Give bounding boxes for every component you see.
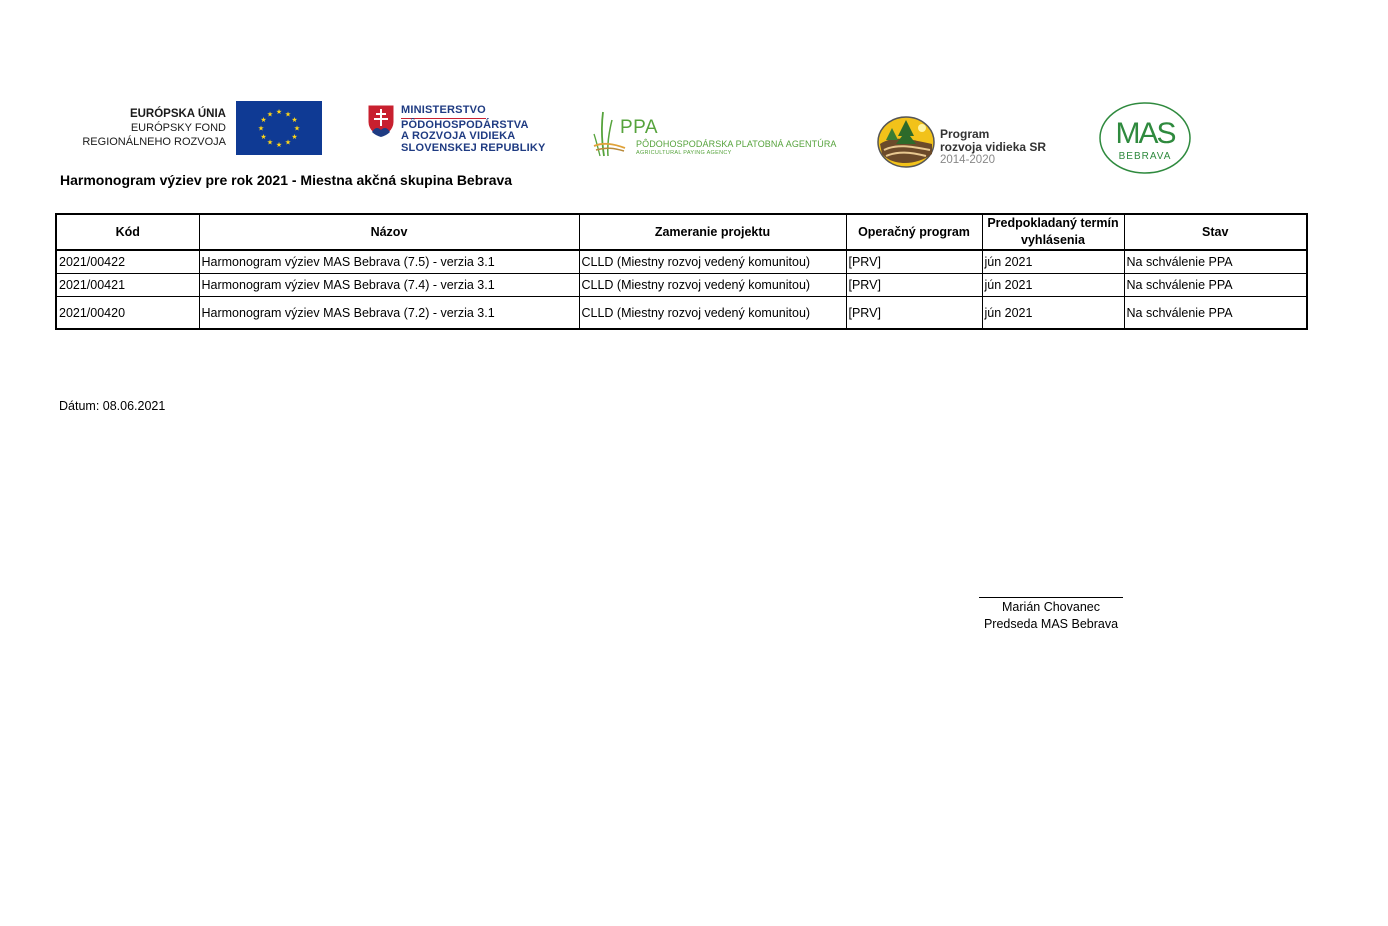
cell-date: jún 2021 bbox=[982, 297, 1124, 330]
svg-text:★: ★ bbox=[275, 108, 283, 116]
header-name: Názov bbox=[199, 214, 579, 250]
cell-status: Na schválenie PPA bbox=[1124, 250, 1307, 274]
svg-text:★: ★ bbox=[291, 133, 298, 141]
header-date: Predpokladaný termín vyhlásenia bbox=[982, 214, 1124, 250]
calls-schedule-table bbox=[55, 213, 1308, 330]
svg-text:★: ★ bbox=[260, 133, 267, 141]
ppa-title: PPA bbox=[620, 117, 659, 138]
ministry-line2: PÔDOHOSPODÁRSTVA bbox=[401, 118, 529, 131]
cell-focus: CLLD (Miestny rozvoj vedený komunitou) bbox=[579, 274, 846, 297]
document-date: Dátum: 08.06.2021 bbox=[59, 399, 166, 413]
mas-bebrava-logo bbox=[1098, 101, 1192, 175]
svg-text:★: ★ bbox=[266, 138, 274, 147]
svg-text:★: ★ bbox=[266, 110, 274, 119]
ppa-subtitle: PÔDOHOSPODÁRSKA PLATOBNÁ AGENTÚRA bbox=[636, 139, 837, 149]
cell-name: Harmonogram výziev MAS Bebrava (7.2) - verzia 3.1 bbox=[199, 297, 579, 330]
cell-focus: CLLD (Miestny rozvoj vedený komunitou) bbox=[579, 250, 846, 274]
table-row bbox=[56, 297, 1307, 330]
eu-line1: EURÓPSKA ÚNIA bbox=[129, 108, 226, 120]
cell-name: Harmonogram výziev MAS Bebrava (7.4) - verzia 3.1 bbox=[199, 274, 579, 297]
table-row bbox=[56, 274, 1307, 297]
eu-flag-icon bbox=[236, 101, 322, 155]
prv-line2: rozvoja vidieka SR bbox=[940, 140, 1047, 154]
slovak-coat-of-arms-icon bbox=[367, 104, 395, 138]
prv-landscape-icon bbox=[876, 114, 936, 168]
ministry-logo-text bbox=[401, 105, 546, 154]
header-status: Stav bbox=[1124, 214, 1307, 250]
svg-text:★: ★ bbox=[260, 116, 267, 124]
ministry-line1: MINISTERSTVO bbox=[401, 105, 486, 119]
svg-text:★: ★ bbox=[284, 138, 292, 147]
prv-years: 2014-2020 bbox=[940, 154, 995, 166]
mas-logo-line2: BEBRAVA bbox=[1118, 151, 1172, 162]
table-row bbox=[56, 250, 1307, 274]
cell-code: 2021/00421 bbox=[56, 274, 199, 297]
ministry-line4: SLOVENSKEJ REPUBLIKY bbox=[401, 141, 546, 154]
cell-date: jún 2021 bbox=[982, 274, 1124, 297]
cell-program: [PRV] bbox=[846, 274, 982, 297]
cell-code: 2021/00422 bbox=[56, 250, 199, 274]
cell-code: 2021/00420 bbox=[56, 297, 199, 330]
ppa-subtitle-en: AGRICULTURAL PAYING AGENCY bbox=[636, 150, 732, 156]
svg-text:★: ★ bbox=[257, 124, 265, 133]
ministry-line3: A ROZVOJA VIDIEKA bbox=[401, 130, 516, 142]
cell-program: [PRV] bbox=[846, 250, 982, 274]
prv-line1: Program bbox=[940, 127, 990, 141]
eu-logo-text bbox=[60, 107, 226, 149]
svg-text:★: ★ bbox=[293, 124, 301, 133]
eu-line3: REGIONÁLNEHO ROZVOJA bbox=[82, 136, 226, 148]
table-header-row bbox=[56, 214, 1307, 250]
header-code: Kód bbox=[56, 214, 199, 250]
eu-line2: EURÓPSKY FOND bbox=[130, 122, 226, 134]
svg-text:★: ★ bbox=[284, 110, 292, 119]
svg-text:★: ★ bbox=[291, 116, 298, 124]
cell-status: Na schválenie PPA bbox=[1124, 297, 1307, 330]
header-focus: Zameranie projektu bbox=[579, 214, 846, 250]
cell-program: [PRV] bbox=[846, 297, 982, 330]
signature-line bbox=[979, 597, 1123, 598]
prv-logo-text bbox=[940, 128, 1046, 154]
cell-focus: CLLD (Miestny rozvoj vedený komunitou) bbox=[579, 297, 846, 330]
page-title: Harmonogram výziev pre rok 2021 - Miestna akčná skupina Bebrava bbox=[60, 172, 513, 188]
signatory-role: Predseda MAS Bebrava bbox=[983, 617, 1119, 631]
mas-logo-line1: MAS bbox=[1115, 117, 1175, 150]
svg-text:★: ★ bbox=[275, 141, 283, 149]
cell-date: jún 2021 bbox=[982, 250, 1124, 274]
header-program: Operačný program bbox=[846, 214, 982, 250]
cell-name: Harmonogram výziev MAS Bebrava (7.5) - verzia 3.1 bbox=[199, 250, 579, 274]
cell-status: Na schválenie PPA bbox=[1124, 274, 1307, 297]
signatory-name: Marián Chovanec bbox=[1002, 600, 1100, 614]
